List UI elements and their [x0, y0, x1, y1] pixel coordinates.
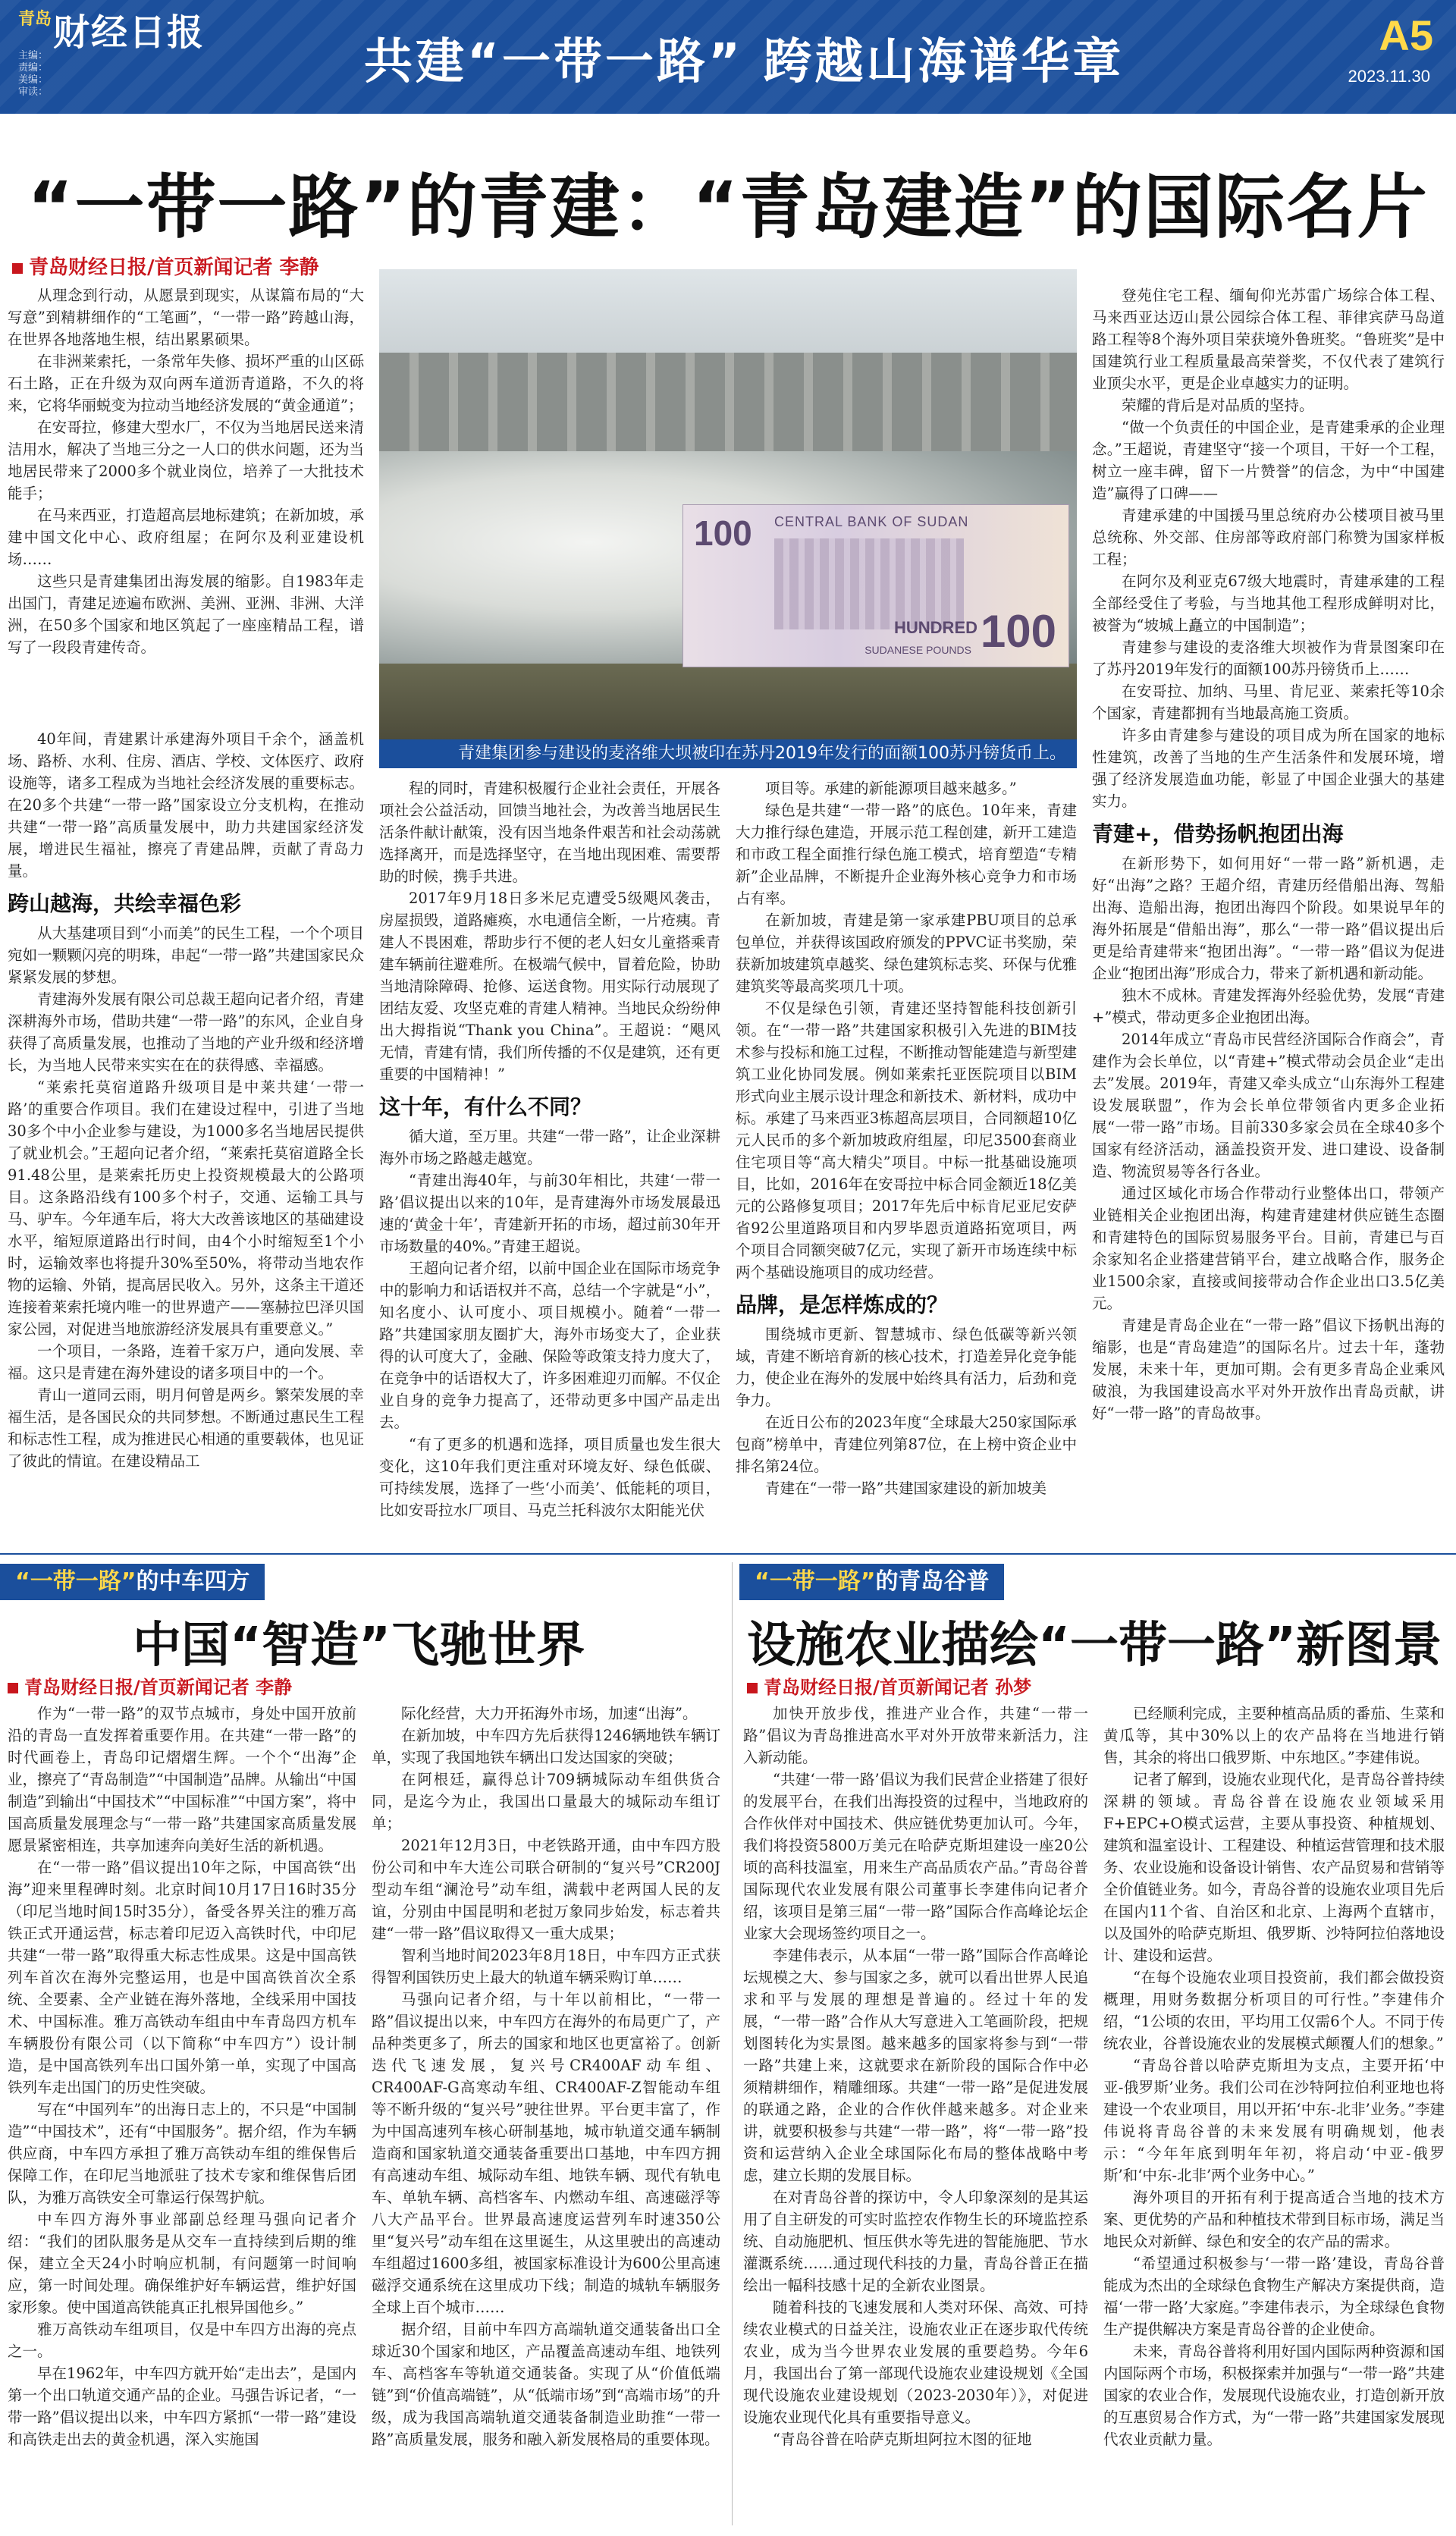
paragraph: 在新加坡，青建是第一家承建PBU项目的总承包单位，并获得该国政府颁发的PPVC证书奖励，荣获新加坡建筑卓越奖、绿色建筑标志奖、环保与优雅建筑奖等最高奖项几十项。	[736, 912, 1077, 995]
paragraph: 40年间，青建累计承建海外项目千余个，涵盖机场、路桥、水利、住房、酒店、学校、文体医疗、政府设施等，诸多工程成为当地社会经济发展的重要标志。在20多个共建“一带一路”国家设立分支机构，在推动共建“一带一路”高质量发展中，助力共建国家经济发展，增进民生福祉，擦亮了青建品牌，贡献了青岛力量。	[8, 730, 364, 880]
paragraph: 作为“一带一路”的双节点城市，身处中国开放前沿的青岛一直发挥着重要作用。在共建“一带一路”的时代画卷上，青岛印记熠熠生辉。一个个“出海”企业，擦亮了“青岛制造”“中国制造”品牌。从输出“中国制造”到输出“中国技术”“中国标准”“中国方案”，将中国高质量发展理念与“一带一路”共建国家高质量发展愿景紧密相连，共享加速奔向美好生活的新机遇。	[8, 1705, 356, 1854]
photo-dam	[379, 353, 1077, 466]
main-byline	[12, 252, 319, 280]
paragraph: 雅万高铁动车组项目，仅是中车四方出海的亮点之一。	[8, 2321, 356, 2360]
paragraph: 不仅是绿色引领，青建还坚持智能科技创新引领。在“一带一路”共建国家积极引入先进的BIM技术参与投标和施工过程，不断推动智能建造与新型建筑工业化协同发展。例如莱索托亚医院项目以BIM形式向业主展示设计理念和新技术、新材料，成功中标。承建了马来西亚3栋超高层项目，合同额超10亿元人民币的多个新加坡政府组屋，印尼3500套商业住宅项目等“高大精尖”项目。中标一批基础设施项目，比如，2016年在安哥拉中标合同金额近18亿美元的公路修复项目；2017年先后中标肯尼亚尼安萨省92公里道路项目和内罗毕恩贡道路拓宽项目，两个项目合同额突破7亿元，实现了新开市场连续中标两个基础设施项目的成功经营。	[736, 1000, 1077, 1281]
paragraph: 在对青岛谷普的探访中，令人印象深刻的是其运用了自主研发的可实时监控农作物生长的环境监控系统、自动施肥机、恒压供水等先进的智能施肥、节水灌溉系统……通过现代科技的力量，青岛谷普正在描绘出一幅科技感十足的全新农业图景。	[743, 2189, 1088, 2294]
main-col-4	[1092, 284, 1445, 1543]
paragraph: “在每个设施农业项目投资前，我们都会做投资概理，用财务数据分析项目的可行性。”李建伟介绍，“1公顷的农田，平均用工仅需6个人。不同于传统农业，谷普设施农业的发展模式颠覆人们的想象。”	[1103, 1969, 1445, 2052]
banknote-currency: SUDANESE POUNDS	[864, 644, 971, 656]
paragraph: 这些只是青建集团出海发展的缩影。自1983年走出国门，青建足迹遍布欧洲、美洲、亚洲、非洲、大洋洲，在50多个国家和地区筑起了一座座精品工程，谱写了一段段青建传奇。	[8, 573, 364, 656]
meta-line: 审读：	[18, 86, 49, 98]
paragraph: 际化经营，大力开拓海外市场，加速“出海”。	[401, 1705, 698, 1722]
paragraph: 在安哥拉、加纳、马里、肯尼亚、莱索托等10余个国家，青建都拥有当地最高施工资质。	[1092, 683, 1445, 722]
paragraph: 通过区域化市场合作带动行业整体出口，带领产业链相关企业抱团出海，构建青建建材供应链生态圈和青建特色的国际贸易服务平台。目前，青建已与百余家知名企业搭建营销平台，建立战略合作，服务企业1500余家，直接或间接带动合作企业出口3.5亿美元。	[1092, 1185, 1445, 1312]
main-col-1	[8, 284, 364, 770]
banknote-word: HUNDRED	[894, 618, 977, 637]
kicker-text: 的青岛谷普	[875, 1568, 990, 1595]
paragraph: 青山一道同云雨，明月何曾是两乡。繁荣发展的幸福生活，是各国民众的共同梦想。不断通过惠民生工程和标志性工程，成为推进民心相通的重要载体，也见证了彼此的情谊。在建设精品工	[8, 1386, 364, 1470]
paragraph: 未来，青岛谷普将利用好国内国际两种资源和国内国际两个市场，积极探索并加强与“一带一路”共建国家的农业合作，发展现代设施农业，打造创新开放的互惠贸易合作方式，为“一带一路”共建国家发展现代农业贡献力量。	[1103, 2343, 1445, 2448]
section-heading: 青建+，借势扬帆抱团出海	[1092, 821, 1344, 846]
left-col-b	[372, 1703, 720, 2529]
photo-sky	[379, 269, 1077, 360]
paragraph: “有了更多的机遇和选择，项目质量也发生很大变化，这10年我们更注重对环境友好、绿色低碳、可持续发展，选择了一些‘小而美’、低能耗的项目，比如安哥拉水厂项目、马克兰托科波尔太阳能光伏	[379, 1436, 720, 1519]
byline-square-icon	[747, 1683, 758, 1693]
paragraph: 加快开放步伐，推进产业合作，共建“一带一路”倡议为青岛推进高水平对外开放带来新活力，注入新动能。	[743, 1705, 1088, 1766]
page-number: A5	[1379, 11, 1433, 59]
paragraph: 2021年12月3日，中老铁路开通，由中车四方股份公司和中车大连公司联合研制的“复兴号”CR200J型动车组“澜沧号”动车组，满载中老两国人民的友谊，分别由中国昆明和老挝万象同步始发，标志着共建“一带一路”倡议取得又一重大成果；	[372, 1837, 720, 1942]
kicker-highlight: “一带一路”	[15, 1568, 136, 1595]
paragraph: 海外项目的开拓有利于提高适合当地的技术方案、更优势的产品和种植技术带到目标市场，满足当地民众对新鲜、绿色和安全的农产品的需求。	[1103, 2189, 1445, 2250]
main-col-2	[379, 777, 720, 1543]
section-heading: 跨山越海，共绘幸福色彩	[8, 891, 242, 916]
paragraph: “莱索托莫宿道路升级项目是中莱共建‘一带一路’的重要合作项目。我们在建设过程中，引进了当地30多个中小企业参与建设，为1000多名当地居民提供了就业机会。”王超向记者介绍，“莱索托莫宿道路全长91.48公里，是莱索托历史上投资规模最大的公路项目。这条路沿线有100多个村子，交通、运输工具与马、驴车。今年通车后，将大大改善该地区的基础建设水平，缩短原道路出行时间，由4个小时缩短至1个小时，运输效率也将提升30%至50%，将带动当地农作物的运输、外销，提高居民收入。另外，这条主干道还连接着莱索托境内唯一的世界遗产——塞赫拉巴泽贝国家公园，对促进当地旅游经济发展具有重要意义。”	[8, 1078, 364, 1338]
byline-text: 青岛财经日报/首页新闻记者 李静	[29, 256, 319, 279]
paragraph: 在马来西亚，打造超高层地标建筑；在新加坡，承建中国文化中心、政府组屋；在阿尔及利亚建设机场……	[8, 507, 364, 568]
paragraph: 从理念到行动，从愿景到现实，从谋篇布局的“大写意”到精耕细作的“工笔画”，“一带一路”跨越山海，在世界各地落地生根，结出累累硕果。	[8, 287, 364, 348]
paragraph: “共建‘一带一路’倡议为我们民营企业搭建了很好的发展平台，在我们出海投资的过程中，当地政府的合作伙伴对中国技术、供应链优势更加认可。今年，我们将投资5800万美元在哈萨克斯坦建设一座20公顷的高科技温室，用来生产高品质农产品。”青岛谷普国际现代农业发展有限公司董事长李建伟向记者介绍，该项目是第三届“一带一路”国际合作高峰论坛企业家大会现场签约项目之一。	[743, 1771, 1088, 1942]
kicker-text: 的中车四方	[136, 1568, 250, 1595]
paragraph: 荣耀的背后是对品质的坚持。	[1122, 397, 1314, 414]
byline-text: 青岛财经日报/首页新闻记者 孙梦	[764, 1677, 1032, 1698]
left-title: 中国“智造”飞驰世界	[133, 1618, 585, 1674]
photo-riverbank	[379, 664, 1077, 739]
paragraph: 记者了解到，设施农业现代化，是青岛谷普持续深耕的领域。青岛谷普在设施农业领域采用F+EPC+O模式运营，主要从事投资、种植规划、建筑和温室设计、工程建设、种植运营管理和技术服务、农业设施和设备设计销售、农产品贸易和营销等全价值链业务。如今，青岛谷普的设施农业项目先后在国内11个省、自治区和北京、上海两个直辖市，以及国外的哈萨克斯坦、俄罗斯、沙特阿拉伯落地设计、建设和运营。	[1103, 1771, 1445, 1964]
paragraph: 青建是青岛企业在“一带一路”倡议下扬帆出海的缩影，也是“青岛建造”的国际名片。过去十年，蓬勃发展，未来十年，更加可期。会有更多青岛企业乘风破浪，为我国建设高水平对外开放作出青岛贡献，讲好“一带一路”的青岛故事。	[1092, 1317, 1445, 1422]
paragraph: 随着科技的飞速发展和人类对环保、高效、可持续农业模式的日益关注，设施农业正在逐步取代传统农业，成为当今世界农业发展的重要趋势。今年6月，我国出台了第一部现代设施农业建设规划《全国现代设施农业建设规划（2023-2030年）》，对促进设施农业现代化具有重要指导意义。	[743, 2299, 1088, 2426]
paragraph: 从大基建项目到“小而美”的民生工程，一个个项目宛如一颗颗闪亮的明珠，串起“一带一路”共建国家民众紧紧发展的梦想。	[8, 924, 364, 986]
paragraph: 独木不成林。青建发挥海外经验优势，发展“青建+”模式，带动更多企业抱团出海。	[1092, 987, 1445, 1026]
left-byline	[8, 1672, 292, 1699]
editor-meta	[18, 50, 155, 99]
page-title: 共建“一带一路” 跨越山海谱华章	[364, 34, 1125, 90]
paragraph: 2017年9月18日多米尼克遭受5级飓风袭击，房屋损毁，道路瘫痪，水电通信全断，一片疮痍。青建人不畏困难，帮助步行不便的老人妇女儿童搭乘青建车辆前往避难所。在极端气候中，冒着危险，协助当地清除障碍、抢修、运送食物。用实际行动展现了团结友爱、攻坚克难的青建人精神。当地民众纷纷伸出大拇指说“Thank you China”。王超说：“飓风无情，青建有情，我们所传播的不仅是建筑，还有更重要的中国精神！”	[379, 890, 720, 1083]
paragraph: 在非洲莱索托，一条常年失修、损坏严重的山区砾石土路，正在升级为双向两车道沥青道路，不久的将来，它将华丽蜕变为拉动当地经济发展的“黄金通道”；	[8, 353, 364, 414]
paragraph: 在新形势下，如何用好“一带一路”新机遇，走好“出海”之路？王超介绍，青建历经借船出海、驾船出海、造船出海，抱团出海四个阶段。如果说早年的海外拓展是“借船出海”，那么“一带一路”倡议提出后更是给青建带来“抱团出海”。“一带一路”倡议为促进企业“抱团出海”形成合力，带来了新机遇和新动能。	[1092, 855, 1445, 982]
right-title: 设施农业描绘“一带一路”新图景	[747, 1618, 1442, 1674]
paragraph: 青建参与建设的麦洛维大坝被作为背景图案印在了苏丹2019年发行的面额100苏丹镑货币上……	[1092, 639, 1445, 678]
paragraph: 一个项目，一条路，连着千家万户，通向发展、幸福。这只是青建在海外建设的诸多项目中的一个。	[8, 1342, 364, 1382]
paragraph: 循大道，至万里。共建“一带一路”，让企业深耕海外市场之路越走越宽。	[379, 1128, 720, 1167]
paragraph: 据介绍，目前中车四方高端轨道交通装备出口全球近30个国家和地区，产品覆盖高速动车组、地铁列车、高档客车等轨道交通装备。实现了从“价值低端链”到“价值高端链”，从“低端市场”到“高端市场”的升级，成为我国高端轨道交通装备制造业助推“一带一路”高质量发展，服务和融入新发展格局的重要体现。	[372, 2321, 720, 2448]
main-col-1b	[8, 728, 364, 1547]
paragraph: 登苑住宅工程、缅甸仰光苏雷广场综合体工程、马来西亚达迈山景公园综合体工程、菲律宾萨马岛道路工程等8个海外项目荣获境外鲁班奖。“鲁班奖”是中国建筑行业工程质量最高荣誉奖，不仅代表了建筑行业顶尖水平，更是企业卓越实力的证明。	[1092, 287, 1445, 392]
main-col-3	[736, 777, 1077, 1543]
main-headline: “一带一路”的青建：“青岛建造”的国际名片	[27, 167, 1429, 248]
page-date: 2023.11.30	[1348, 67, 1430, 86]
paper-name: 财经日报	[53, 11, 206, 54]
paragraph: 在阿尔及利亚克67级大地震时，青建承建的工程全部经受住了考验，与当地其他工程形成鲜明对比，被誉为“坡城上矗立的中国制造”；	[1092, 573, 1445, 634]
paragraph: 智利当地时间2023年8月18日，中车四方正式获得智利国铁历史上最大的轨道车辆采购订单……	[372, 1947, 720, 1986]
left-kicker	[0, 1564, 265, 1600]
right-col-d	[1103, 1703, 1445, 2529]
banknote-image	[682, 504, 1069, 667]
paragraph: 已经顺利完成，主要种植高品质的番茄、生菜和黄瓜等，其中30%以上的农产品将在当地进行销售，其余的将出口俄罗斯、中东地区。”李建伟说。	[1103, 1705, 1445, 1766]
paragraph: 早在1962年，中车四方就开始“走出去”，是国内第一个出口轨道交通产品的企业。马强告诉记者，“一带一路”倡议提出以来，中车四方紧抓“一带一路”建设和高铁走出去的黄金机遇，深入实施国	[8, 2365, 356, 2448]
byline-square-icon	[8, 1683, 18, 1693]
meta-line: 责编：	[18, 62, 49, 74]
paragraph: 项目等。承建的新能源项目越来越多。”	[765, 780, 1017, 797]
column-rule	[732, 1562, 733, 2525]
paragraph: 中车四方海外事业部副总经理马强向记者介绍：“我们的团队服务是从交车一直持续到后期的维保，建立全天24小时响应机制，有问题第一时间响应，第一时间处理。确保维护好车辆运营，维护好国家形象。使中国道高铁能真正扎根异国他乡。”	[8, 2211, 356, 2316]
paragraph: 青建在“一带一路”共建国家建设的新加坡美	[765, 1480, 1046, 1497]
byline-text: 青岛财经日报/首页新闻记者 李静	[24, 1677, 293, 1698]
paragraph: 马强向记者介绍，与十年以前相比，“一带一路”倡议提出以来，中车四方在海外的布局更广了，产品种类更多了，所去的国家和地区也更富裕了。创新迭代飞速发展，复兴号CR400AF动车组、CR400AF-G高寒动车组、CR400AF-Z智能动车组等不断升级的“复兴号”驶往世界。平台更丰富了，作为中国高速列车核心研制基地，城市轨道交通车辆制造商和国家轨道交通装备重要出口基地，中车四方拥有高速动车组、城际动车组、地铁车辆、现代有轨电车、单轨车辆、高档客车、内燃动车组、高速磁浮等八大产品平台。世界最高速度运营列车时速350公里“复兴号”动车组在这里诞生，从这里驶出的高速动车组超过1600多组，被国家标准设计为600公里高速磁浮交通系统在这里成功下线；制造的城轨车辆服务全球上百个城市……	[372, 1991, 720, 2316]
paragraph: “青岛谷普在哈萨克斯坦阿拉木图的征地	[773, 2431, 1032, 2448]
section-heading: 这十年，有什么不同？	[379, 1094, 592, 1119]
photo-caption: 青建集团参与建设的麦洛维大坝被印在苏丹2019年发行的面额100苏丹镑货币上。	[379, 739, 1077, 768]
paragraph: 许多由青建参与建设的项目成为所在国家的地标性建筑，改善了当地的生产生活条件和发展环境，增强了经济发展造血功能，彰显了中国企业强大的基建实力。	[1092, 727, 1445, 810]
kicker-highlight: “一带一路”	[755, 1568, 876, 1595]
paragraph: “青建出海40年，与前30年相比，共建‘一带一路’倡议提出以来的10年，是青建海外市场发展最迅速的‘黄金十年’，青建新开拓的市场，超过前30年开市场数量的40%。”青建王超说。	[379, 1172, 720, 1255]
left-col-a	[8, 1703, 356, 2529]
paragraph: “做一个负责任的中国企业，是青建秉承的企业理念。”王超说，青建坚守“接一个项目，干好一个工程，树立一座丰碑，留下一片赞誉”的信念，为中“中国建造”赢得了口碑——	[1092, 419, 1445, 502]
paragraph: 程的同时，青建积极履行企业社会责任，开展各项社会公益活动，回馈当地社会，为改善当地居民生活条件献计献策，没有因当地条件艰苦和社会动荡就选择离开，而是选择坚守，在当地出现困难、需要帮助的时候，携手共进。	[379, 780, 720, 885]
paragraph: “希望通过积极参与‘一带一路’建设，青岛谷普能成为杰出的全球绿色食物生产解决方案提供商，造福‘一带一路’大家庭。”李建伟表示，为全球绿色食物生产提供解决方案是青岛谷普的企业使命。	[1103, 2255, 1445, 2338]
right-kicker	[739, 1564, 1004, 1600]
paragraph: 2014年成立“青岛市民营经济国际合作商会”，青建作为会长单位，以“青建+”模式带动会员企业“走出去”发展。2019年，青建又牵头成立“山东海外工程建设发展联盟”，作为会长单位带领省内更多企业拓展“一带一路”市场。目前330多家会员在全球40多个国家有经济活动，涵盖投资开发、进口建设、设备制造、物流贸易等各行各业。	[1092, 1031, 1445, 1180]
paragraph: 青建承建的中国援马里总统府办公楼项目被马里总统称、外交部、住房部等政府部门称赞为国家样板工程；	[1092, 507, 1445, 568]
paragraph: 在阿根廷，赢得总计709辆城际动车组供货合同，是迄今为止，我国出口量最大的城际动车组订单；	[372, 1771, 720, 1832]
paragraph: 在近日公布的2023年度“全球最大250家国际承包商”榜单中，青建位列第87位，在上榜中资企业中排名第24位。	[736, 1414, 1077, 1475]
masthead	[0, 0, 1456, 114]
paragraph: 在“一带一路”倡议提出10年之际，中国高铁“出海”迎来里程碑时刻。北京时间10月17日16时35分（印尼当地时间15时35分），备受各界关注的雅万高铁正式开通运营，标志着印尼迈入高铁时代，中印尼共建“一带一路”取得重大标志性成果。这是中国高铁列车首次在海外完整运用，也是中国高铁首次全系统、全要素、全产业链在海外落地，全线采用中国技术、中国标准。雅万高铁动车组由中车青岛四方机车车辆股份有限公司（以下简称“中车四方”）设计制造，是中国高铁列车出口国外第一单，实现了中国高铁列车走出国门的历史性突破。	[8, 1859, 356, 2096]
paragraph: 王超向记者介绍，以前中国企业在国际市场竞争中的影响力和话语权并不高，总结一个字就是“小”，知名度小、认可度小、项目规模小。随着“一带一路”共建国家朋友圈扩大，海外市场变大了，企业获得的认可度大了，金融、保险等政策支持力度大了，在竞争中的话语权大了，许多困难迎刃而解。不仅企业自身的竞争力提高了，还带动更多中国产品走出去。	[379, 1260, 720, 1431]
paragraph: 绿色是共建“一带一路”的底色。10年来，青建大力推行绿色建造，开展示范工程创建，新开工建造和市政工程全面推行绿色施工模式，培育塑造“专精新”企业品牌，不断提升企业海外核心竞争力和市场占有率。	[736, 802, 1077, 907]
paragraph: 写在“中国列车”的出海日志上的，不只是“中国制造”“中国技术”，还有“中国服务”。据介绍，作为车辆供应商，中车四方承担了雅万高铁动车组的维保售后保障工作，在印尼当地派驻了技术专家和维保售后团队，为雅万高铁安全可靠运行保驾护航。	[8, 2101, 356, 2206]
paragraph: 青建海外发展有限公司总裁王超向记者介绍，青建深耕海外市场，借助共建“一带一路”的东风，企业自身获得了高质量发展，也推动了当地的产业升级和经济增长，为当地人民带来实实在在的获得感、幸福感。	[8, 990, 364, 1074]
section-divider	[0, 1553, 1456, 1555]
meta-line: 美编：	[18, 74, 49, 86]
right-byline	[747, 1672, 1031, 1699]
banknote-value-bottom: 100	[980, 606, 1056, 657]
byline-square-icon	[12, 263, 23, 274]
banknote-dam-art	[774, 538, 964, 629]
paragraph: 在新加坡，中车四方先后获得1246辆地铁车辆订单，实现了我国地铁车辆出口发达国家的突破；	[372, 1727, 720, 1766]
logo-small-text: 青岛	[18, 9, 52, 28]
paragraph: “青岛谷普以哈萨克斯坦为支点，主要开拓‘中亚-俄罗斯’业务。我们公司在沙特阿拉伯利亚地也将建设一个农业项目，用以开拓‘中东-北非’业务。”李建伟说将青岛谷普的未来发展有明确规划，他表示：“今年年底到明年年初，将启动‘中亚-俄罗斯’和‘中东-北非’两个业务中心。”	[1103, 2057, 1445, 2184]
paragraph: 李建伟表示，从本届“一带一路”国际合作高峰论坛规模之大、参与国家之多，就可以看出世界人民追求和平与发展的理想是普遍的。经过十年的发展，“一带一路”合作从大写意进入工笔画阶段，把规划图转化为实景图。越来越多的国家将参与到“一带一路”共建上来，这就要求在新阶段的国际合作中必须精耕细作，精雕细琢。共建“一带一路”是促进发展的联通之路，企业的合作伙伴越来越多。对企业来讲，就要积极参与共建“一带一路”，将“一带一路”投资和运营纳入企业全球国际化布局的整体战略中考虑，建立长期的发展目标。	[743, 1947, 1088, 2184]
right-col-c	[743, 1703, 1088, 2529]
paragraph: 在安哥拉，修建大型水厂，不仅为当地居民送来清洁用水，解决了当地三分之一人口的供水问题，还为当地居民带来了2000多个就业岗位，培养了一大批技术能手；	[8, 419, 364, 502]
paragraph: 围绕城市更新、智慧城市、绿色低碳等新兴领域，青建不断培育新的核心技术，打造差异化竞争能力，使企业在海外的发展中始终具有活力，后劲和竞争力。	[736, 1326, 1077, 1409]
banknote-value-top: 100	[694, 513, 752, 553]
meta-line: 主编：	[18, 50, 49, 61]
banknote-bank: CENTRAL BANK OF SUDAN	[774, 514, 969, 529]
section-heading: 品牌，是怎样炼成的？	[736, 1292, 949, 1317]
